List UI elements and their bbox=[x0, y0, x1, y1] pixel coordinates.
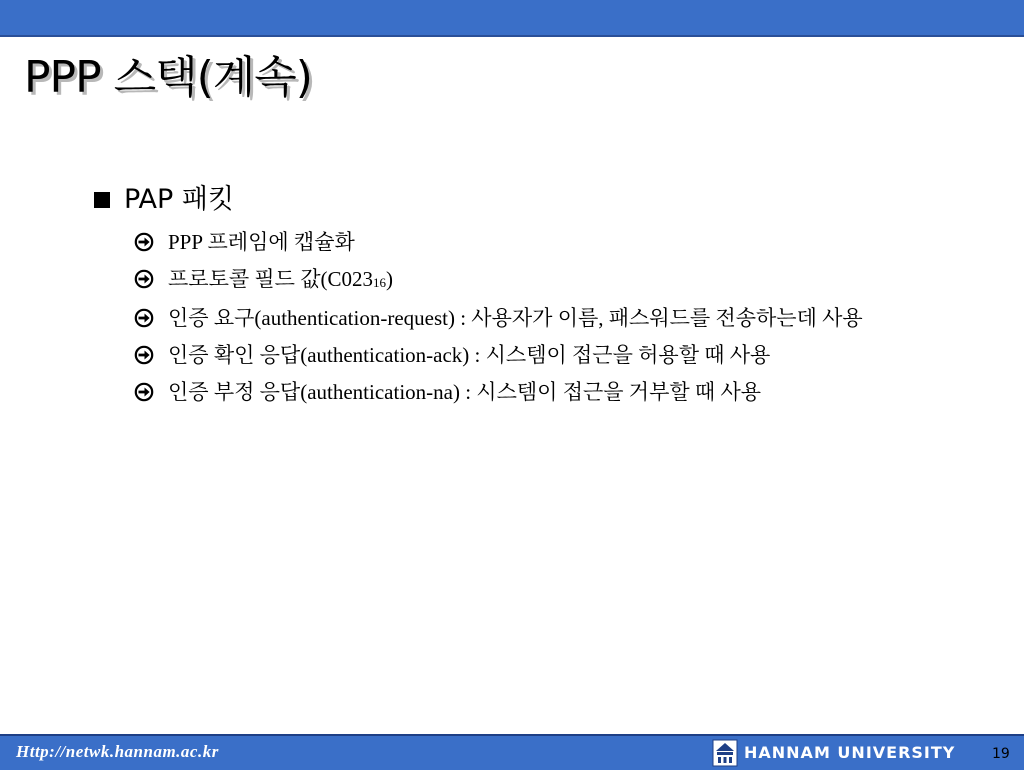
page-number: 19 bbox=[992, 746, 1010, 762]
top-header-bar bbox=[0, 0, 1024, 37]
university-logo-icon bbox=[712, 739, 738, 767]
university-name: HANNAM UNIVERSITY bbox=[744, 743, 956, 762]
circled-arrow-icon bbox=[134, 382, 154, 402]
list-item-suffix: ) bbox=[386, 267, 394, 291]
subscript-base: 16 bbox=[373, 275, 387, 290]
slide-content bbox=[88, 178, 968, 413]
list-item bbox=[134, 339, 948, 372]
list-item bbox=[134, 376, 948, 409]
list-item bbox=[134, 263, 948, 298]
slide-title: PPP 스택(계속) bbox=[24, 52, 312, 103]
circled-arrow-icon bbox=[134, 269, 154, 289]
list-item-text: 프로토콜 필드 값(C023 bbox=[168, 267, 374, 291]
list-item bbox=[134, 226, 948, 259]
circled-arrow-icon bbox=[134, 232, 154, 252]
list-item-text: 인증 확인 응답(authentication-ack) : 시스템이 접근을 허용할 때 사용 bbox=[168, 343, 771, 367]
list-item-text: 인증 요구(authentication-request) : 사용자가 이름, 패스워드를 전송하는데 사용 bbox=[168, 306, 863, 330]
list-item-text: PPP 프레임에 캡슐화 bbox=[168, 230, 355, 254]
bullet-list bbox=[88, 226, 968, 409]
section-heading-text: PAP 패킷 bbox=[124, 184, 235, 215]
list-item-text: 인증 부정 응답(authentication-na) : 시스템이 접근을 거부할 때 사용 bbox=[168, 380, 762, 404]
list-item bbox=[134, 302, 948, 335]
footer-bar bbox=[0, 734, 1024, 770]
square-bullet-icon bbox=[94, 192, 110, 208]
circled-arrow-icon bbox=[134, 308, 154, 328]
footer-url: Http://netwk.hannam.ac.kr bbox=[16, 742, 219, 761]
section-heading bbox=[88, 178, 968, 222]
circled-arrow-icon bbox=[134, 345, 154, 365]
